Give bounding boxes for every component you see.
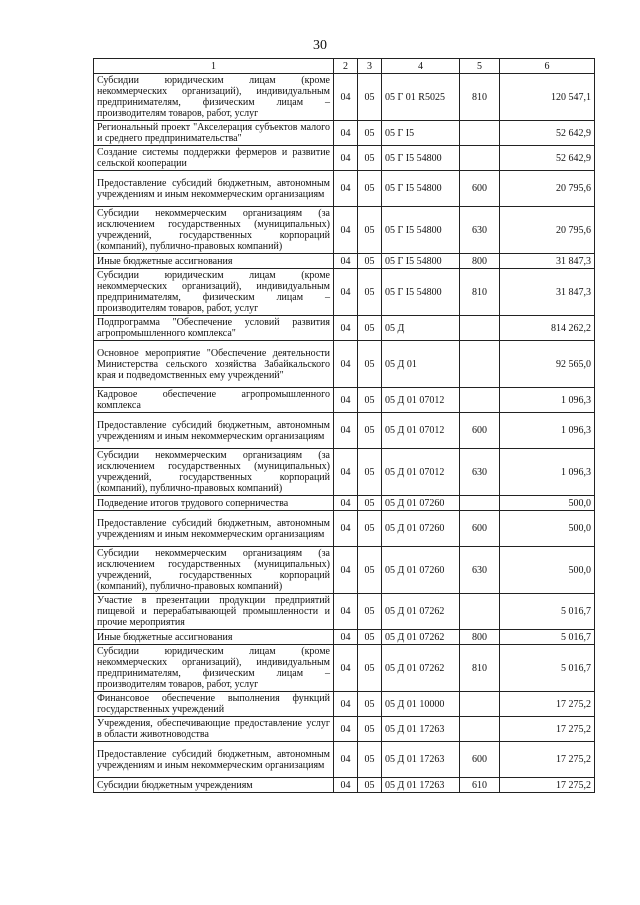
- target-article-cell: 05 Г I5: [382, 121, 460, 146]
- subsection-cell: 05: [358, 254, 382, 269]
- subsection-cell: 05: [358, 269, 382, 316]
- table-row: [94, 121, 595, 146]
- table-row: [94, 316, 595, 341]
- amount-cell: 17 275,2: [500, 692, 595, 717]
- amount-cell: 17 275,2: [500, 742, 595, 778]
- budget-table: [93, 58, 595, 793]
- table-row: [94, 388, 595, 413]
- expense-type-cell: 630: [460, 547, 500, 594]
- row-name-cell: Подпрограмма "Обеспечение условий развития агропромышленного комплекса": [94, 316, 334, 341]
- target-article-cell: 05 Д 01: [382, 341, 460, 388]
- row-name-cell: Субсидии юридическим лицам (кроме некоммерческих организаций), индивидуальным предпринимателям, физическим лицам – производителям товаров, работ, услуг: [94, 645, 334, 692]
- section-cell: 04: [334, 742, 358, 778]
- row-name-cell: Финансовое обеспечение выполнения функций государственных учреждений: [94, 692, 334, 717]
- table-row: [94, 630, 595, 645]
- target-article-cell: 05 Г I5 54800: [382, 254, 460, 269]
- row-name-cell: Предоставление субсидий бюджетным, автономным учреждениям и иным некоммерческим организациям: [94, 742, 334, 778]
- target-article-cell: 05 Д 01 07260: [382, 511, 460, 547]
- table-row: [94, 74, 595, 121]
- subsection-cell: 05: [358, 449, 382, 496]
- section-cell: 04: [334, 341, 358, 388]
- table-row: [94, 645, 595, 692]
- target-article-cell: 05 Д 01 07012: [382, 413, 460, 449]
- table-row: [94, 207, 595, 254]
- expense-type-cell: 800: [460, 254, 500, 269]
- row-name-cell: Основное мероприятие "Обеспечение деятельности Министерства сельского хозяйства Забайкальского края и подведомственных ему учреждений": [94, 341, 334, 388]
- subsection-cell: 05: [358, 778, 382, 793]
- amount-cell: 5 016,7: [500, 630, 595, 645]
- section-cell: 04: [334, 413, 358, 449]
- column-header: 4: [382, 59, 460, 74]
- row-name-cell: Субсидии юридическим лицам (кроме некоммерческих организаций), индивидуальным предпринимателям, физическим лицам – производителям товаров, работ, услуг: [94, 74, 334, 121]
- expense-type-cell: 810: [460, 645, 500, 692]
- row-name-cell: Создание системы поддержки фермеров и развитие сельской кооперации: [94, 146, 334, 171]
- amount-cell: 92 565,0: [500, 341, 595, 388]
- amount-cell: 17 275,2: [500, 778, 595, 793]
- row-name-cell: Предоставление субсидий бюджетным, автономным учреждениям и иным некоммерческим организациям: [94, 413, 334, 449]
- subsection-cell: 05: [358, 496, 382, 511]
- amount-cell: 17 275,2: [500, 717, 595, 742]
- subsection-cell: 05: [358, 594, 382, 630]
- section-cell: 04: [334, 207, 358, 254]
- section-cell: 04: [334, 496, 358, 511]
- expense-type-cell: [460, 146, 500, 171]
- row-name-cell: Иные бюджетные ассигнования: [94, 254, 334, 269]
- target-article-cell: 05 Г I5 54800: [382, 207, 460, 254]
- amount-cell: 1 096,3: [500, 413, 595, 449]
- subsection-cell: 05: [358, 341, 382, 388]
- amount-cell: 814 262,2: [500, 316, 595, 341]
- target-article-cell: 05 Д 01 17263: [382, 778, 460, 793]
- table-row: [94, 547, 595, 594]
- section-cell: 04: [334, 146, 358, 171]
- expense-type-cell: 600: [460, 511, 500, 547]
- table-row: [94, 594, 595, 630]
- section-cell: 04: [334, 630, 358, 645]
- column-header: 3: [358, 59, 382, 74]
- section-cell: 04: [334, 717, 358, 742]
- subsection-cell: 05: [358, 146, 382, 171]
- expense-type-cell: 810: [460, 74, 500, 121]
- row-name-cell: Субсидии бюджетным учреждениям: [94, 778, 334, 793]
- subsection-cell: 05: [358, 717, 382, 742]
- column-header: 2: [334, 59, 358, 74]
- row-name-cell: Региональный проект "Акселерация субъектов малого и среднего предпринимательства": [94, 121, 334, 146]
- section-cell: 04: [334, 74, 358, 121]
- amount-cell: 500,0: [500, 496, 595, 511]
- target-article-cell: 05 Д 01 17263: [382, 717, 460, 742]
- section-cell: 04: [334, 121, 358, 146]
- column-header: 1: [94, 59, 334, 74]
- subsection-cell: 05: [358, 630, 382, 645]
- section-cell: 04: [334, 547, 358, 594]
- section-cell: 04: [334, 645, 358, 692]
- table-row: [94, 269, 595, 316]
- section-cell: 04: [334, 449, 358, 496]
- subsection-cell: 05: [358, 388, 382, 413]
- amount-cell: 31 847,3: [500, 254, 595, 269]
- amount-cell: 5 016,7: [500, 594, 595, 630]
- row-name-cell: Учреждения, обеспечивающие предоставление услуг в области животноводства: [94, 717, 334, 742]
- expense-type-cell: 600: [460, 742, 500, 778]
- table-row: [94, 742, 595, 778]
- expense-type-cell: [460, 341, 500, 388]
- expense-type-cell: 800: [460, 630, 500, 645]
- table-row: [94, 254, 595, 269]
- subsection-cell: 05: [358, 171, 382, 207]
- table-row: [94, 496, 595, 511]
- row-name-cell: Иные бюджетные ассигнования: [94, 630, 334, 645]
- amount-cell: 52 642,9: [500, 121, 595, 146]
- row-name-cell: Субсидии некоммерческим организациям (за исключением государственных (муниципальных) учреждений, государственных корпораций (компаний), публично-правовых компаний): [94, 449, 334, 496]
- amount-cell: 120 547,1: [500, 74, 595, 121]
- table-row: [94, 171, 595, 207]
- section-cell: 04: [334, 316, 358, 341]
- target-article-cell: 05 Д 01 07262: [382, 594, 460, 630]
- amount-cell: 1 096,3: [500, 388, 595, 413]
- section-cell: 04: [334, 171, 358, 207]
- row-name-cell: Участие в презентации продукции предприятий пищевой и перерабатывающей промышленности и прочие мероприятия: [94, 594, 334, 630]
- section-cell: 04: [334, 594, 358, 630]
- amount-cell: 5 016,7: [500, 645, 595, 692]
- expense-type-cell: [460, 594, 500, 630]
- subsection-cell: 05: [358, 511, 382, 547]
- subsection-cell: 05: [358, 74, 382, 121]
- section-cell: 04: [334, 254, 358, 269]
- expense-type-cell: [460, 717, 500, 742]
- target-article-cell: 05 Д 01 07262: [382, 630, 460, 645]
- column-header: 5: [460, 59, 500, 74]
- target-article-cell: 05 Д 01 17263: [382, 742, 460, 778]
- target-article-cell: 05 Д 01 07260: [382, 547, 460, 594]
- section-cell: 04: [334, 692, 358, 717]
- section-cell: 04: [334, 388, 358, 413]
- column-header: 6: [500, 59, 595, 74]
- expense-type-cell: 630: [460, 207, 500, 254]
- subsection-cell: 05: [358, 121, 382, 146]
- subsection-cell: 05: [358, 413, 382, 449]
- expense-type-cell: [460, 121, 500, 146]
- section-cell: 04: [334, 511, 358, 547]
- table-row: [94, 511, 595, 547]
- expense-type-cell: 600: [460, 413, 500, 449]
- table-row: [94, 449, 595, 496]
- table-header-row: [94, 59, 595, 74]
- table-row: [94, 341, 595, 388]
- target-article-cell: 05 Г I5 54800: [382, 171, 460, 207]
- section-cell: 04: [334, 269, 358, 316]
- target-article-cell: 05 Д 01 10000: [382, 692, 460, 717]
- table-row: [94, 778, 595, 793]
- row-name-cell: Субсидии юридическим лицам (кроме некоммерческих организаций), индивидуальным предпринимателям, физическим лицам – производителям товаров, работ, услуг: [94, 269, 334, 316]
- amount-cell: 20 795,6: [500, 171, 595, 207]
- amount-cell: 52 642,9: [500, 146, 595, 171]
- subsection-cell: 05: [358, 547, 382, 594]
- table-row: [94, 717, 595, 742]
- row-name-cell: Предоставление субсидий бюджетным, автономным учреждениям и иным некоммерческим организациям: [94, 511, 334, 547]
- section-cell: 04: [334, 778, 358, 793]
- table-row: [94, 146, 595, 171]
- subsection-cell: 05: [358, 692, 382, 717]
- target-article-cell: 05 Д 01 07012: [382, 388, 460, 413]
- subsection-cell: 05: [358, 742, 382, 778]
- amount-cell: 500,0: [500, 547, 595, 594]
- amount-cell: 1 096,3: [500, 449, 595, 496]
- target-article-cell: 05 Д 01 07260: [382, 496, 460, 511]
- expense-type-cell: 600: [460, 171, 500, 207]
- table-row: [94, 413, 595, 449]
- target-article-cell: 05 Д 01 07262: [382, 645, 460, 692]
- expense-type-cell: [460, 692, 500, 717]
- subsection-cell: 05: [358, 645, 382, 692]
- expense-type-cell: 630: [460, 449, 500, 496]
- target-article-cell: 05 Г I5 54800: [382, 146, 460, 171]
- row-name-cell: Субсидии некоммерческим организациям (за исключением государственных (муниципальных) учреждений, государственных корпораций (компаний), публично-правовых компаний): [94, 547, 334, 594]
- subsection-cell: 05: [358, 316, 382, 341]
- subsection-cell: 05: [358, 207, 382, 254]
- row-name-cell: Предоставление субсидий бюджетным, автономным учреждениям и иным некоммерческим организациям: [94, 171, 334, 207]
- row-name-cell: Субсидии некоммерческим организациям (за исключением государственных (муниципальных) учреждений, государственных корпораций (компаний), публично-правовых компаний): [94, 207, 334, 254]
- amount-cell: 500,0: [500, 511, 595, 547]
- row-name-cell: Подведение итогов трудового соперничества: [94, 496, 334, 511]
- expense-type-cell: 610: [460, 778, 500, 793]
- target-article-cell: 05 Г I5 54800: [382, 269, 460, 316]
- target-article-cell: 05 Д: [382, 316, 460, 341]
- table-row: [94, 692, 595, 717]
- page-number: 30: [313, 38, 327, 53]
- target-article-cell: 05 Г 01 R5025: [382, 74, 460, 121]
- table-body: [94, 59, 595, 793]
- amount-cell: 20 795,6: [500, 207, 595, 254]
- target-article-cell: 05 Д 01 07012: [382, 449, 460, 496]
- expense-type-cell: [460, 316, 500, 341]
- row-name-cell: Кадровое обеспечение агропромышленного комплекса: [94, 388, 334, 413]
- expense-type-cell: [460, 388, 500, 413]
- amount-cell: 31 847,3: [500, 269, 595, 316]
- expense-type-cell: [460, 496, 500, 511]
- expense-type-cell: 810: [460, 269, 500, 316]
